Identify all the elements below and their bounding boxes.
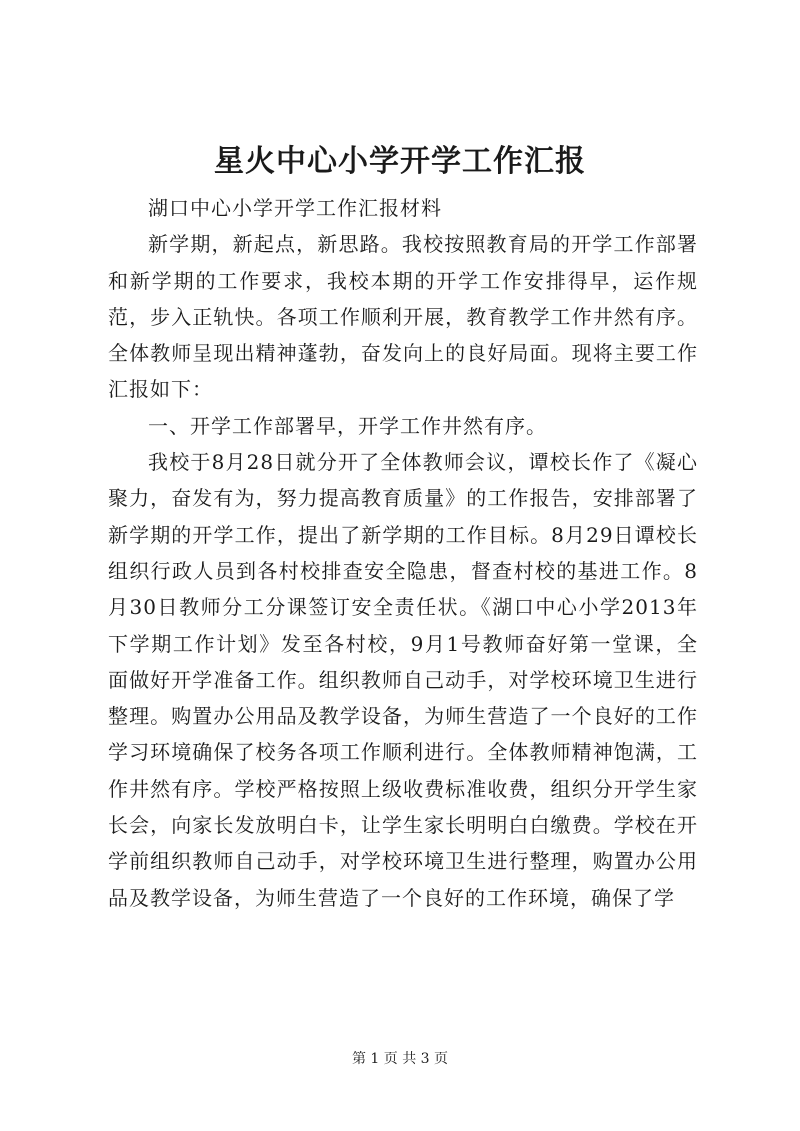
document-title: 星火中心小学开学工作汇报 [214, 144, 586, 179]
body-paragraph: 我校于8月28日就分开了全体教师会议，谭校长作了《凝心聚力，奋发有为，努力提高教育质量》的工作报告，安排部署了新学期的开学工作，提出了新学期的工作目标。8月29日谭校长组织行政人员到各村校排查安全隐患，督查村校的基进工作。8月30日教师分工分课签订安全责任状。《湖口中心小学2013年下学期工作计划》发至各村校，9月1号教师奋好第一堂课，全面做好开学准备工作。组织教师自己动手，对学校环境卫生进行整理。购置办公用品及教学设备，为师生营造了一个良好的工作学习环境确保了校务各项工作顺利进行。全体教师精神饱满，工作井然有序。学校严格按照上级收费标准收费，组织分开学生家长会，向家长发放明白卡，让学生家长明明白白缴费。学校在开学前组织教师自己动手，对学校环境卫生进行整理，购置办公用品及教学设备，为师生营造了一个良好的工作环境，确保了学 [108, 450, 698, 910]
document-body [108, 190, 698, 916]
page-footer: 第 1 页 共 3 页 [351, 1051, 449, 1067]
intro-paragraph: 新学期，新起点，新思路。我校按照教育局的开学工作部署和新学期的工作要求，我校本期的开学工作安排得早，运作规范，步入正轨快。各项工作顺利开展，教育教学工作井然有序。全体教师呈现出精神蓬勃，奋发向上的良好局面。现将主要工作汇报如下： [108, 232, 698, 402]
document-subtitle: 湖口中心小学开学工作汇报材料 [148, 196, 442, 220]
section-heading: 一、开学工作部署早，开学工作井然有序。 [148, 413, 547, 438]
